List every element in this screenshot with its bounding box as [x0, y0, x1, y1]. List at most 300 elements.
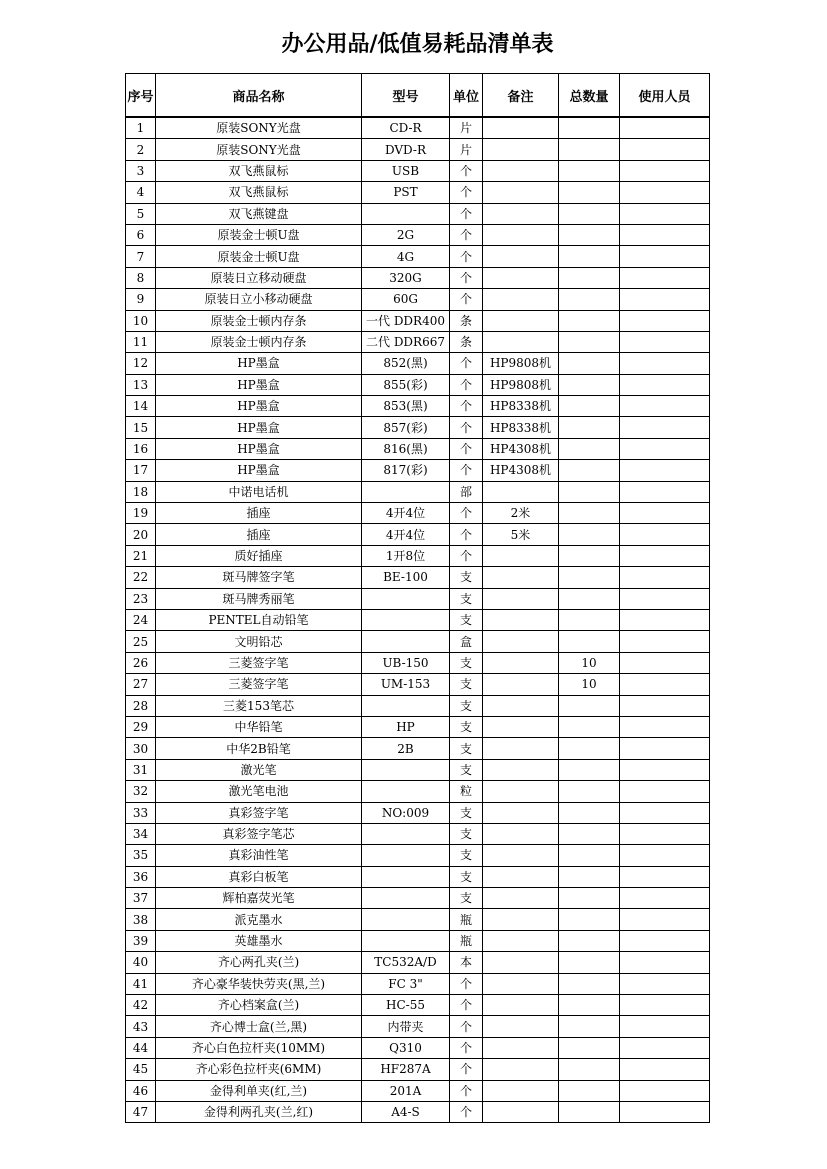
cell-model[interactable]: 817(彩) [362, 460, 450, 481]
cell-item-name[interactable]: 双飞燕鼠标 [156, 182, 362, 203]
cell-unit[interactable]: 支 [450, 888, 483, 909]
cell-item-name[interactable]: 原装金士顿内存条 [156, 331, 362, 352]
cell-user[interactable] [620, 738, 710, 759]
cell-model[interactable]: HC-55 [362, 995, 450, 1016]
cell-model[interactable] [362, 759, 450, 780]
cell-index[interactable]: 2 [126, 139, 156, 160]
cell-index[interactable]: 22 [126, 567, 156, 588]
cell-user[interactable] [620, 117, 710, 139]
cell-remark[interactable]: HP4308机 [483, 438, 559, 459]
cell-unit[interactable]: 片 [450, 139, 483, 160]
cell-unit[interactable]: 个 [450, 524, 483, 545]
cell-user[interactable] [620, 716, 710, 737]
cell-model[interactable] [362, 695, 450, 716]
cell-user[interactable] [620, 310, 710, 331]
cell-total-qty[interactable] [559, 438, 620, 459]
cell-index[interactable]: 47 [126, 1101, 156, 1122]
cell-user[interactable] [620, 139, 710, 160]
cell-index[interactable]: 20 [126, 524, 156, 545]
cell-unit[interactable]: 部 [450, 481, 483, 502]
cell-item-name[interactable]: PENTEL自动铅笔 [156, 609, 362, 630]
cell-model[interactable]: 2B [362, 738, 450, 759]
cell-user[interactable] [620, 545, 710, 566]
cell-total-qty[interactable] [559, 289, 620, 310]
cell-unit[interactable]: 支 [450, 845, 483, 866]
cell-model[interactable]: 4开4位 [362, 503, 450, 524]
cell-index[interactable]: 37 [126, 888, 156, 909]
cell-model[interactable]: Q310 [362, 1037, 450, 1058]
cell-unit[interactable]: 支 [450, 738, 483, 759]
cell-total-qty[interactable] [559, 631, 620, 652]
cell-index[interactable]: 4 [126, 182, 156, 203]
cell-unit[interactable]: 个 [450, 973, 483, 994]
cell-user[interactable] [620, 331, 710, 352]
cell-unit[interactable]: 个 [450, 438, 483, 459]
cell-item-name[interactable]: 真彩签字笔芯 [156, 823, 362, 844]
cell-item-name[interactable]: HP墨盒 [156, 417, 362, 438]
cell-index[interactable]: 44 [126, 1037, 156, 1058]
cell-item-name[interactable]: 文明铅芯 [156, 631, 362, 652]
cell-model[interactable]: 4G [362, 246, 450, 267]
cell-remark[interactable] [483, 952, 559, 973]
cell-item-name[interactable]: HP墨盒 [156, 353, 362, 374]
cell-total-qty[interactable] [559, 866, 620, 887]
cell-total-qty[interactable] [559, 909, 620, 930]
cell-unit[interactable]: 支 [450, 652, 483, 673]
cell-unit[interactable]: 粒 [450, 781, 483, 802]
cell-index[interactable]: 29 [126, 716, 156, 737]
cell-item-name[interactable]: 质好插座 [156, 545, 362, 566]
cell-unit[interactable]: 支 [450, 759, 483, 780]
cell-item-name[interactable]: 三菱签字笔 [156, 652, 362, 673]
cell-remark[interactable] [483, 1037, 559, 1058]
cell-index[interactable]: 45 [126, 1059, 156, 1080]
cell-user[interactable] [620, 973, 710, 994]
cell-index[interactable]: 15 [126, 417, 156, 438]
cell-user[interactable] [620, 1101, 710, 1122]
cell-user[interactable] [620, 866, 710, 887]
cell-remark[interactable] [483, 759, 559, 780]
cell-total-qty[interactable] [559, 353, 620, 374]
cell-model[interactable] [362, 845, 450, 866]
cell-item-name[interactable]: 三菱153笔芯 [156, 695, 362, 716]
cell-model[interactable]: 内带夹 [362, 1016, 450, 1037]
cell-index[interactable]: 42 [126, 995, 156, 1016]
cell-model[interactable]: NO:009 [362, 802, 450, 823]
cell-unit[interactable]: 支 [450, 802, 483, 823]
cell-item-name[interactable]: 双飞燕键盘 [156, 203, 362, 224]
cell-index[interactable]: 41 [126, 973, 156, 994]
cell-remark[interactable] [483, 802, 559, 823]
cell-model[interactable]: UB-150 [362, 652, 450, 673]
cell-item-name[interactable]: 原装金士顿U盘 [156, 246, 362, 267]
cell-index[interactable]: 11 [126, 331, 156, 352]
cell-index[interactable]: 39 [126, 930, 156, 951]
cell-user[interactable] [620, 995, 710, 1016]
cell-remark[interactable] [483, 224, 559, 245]
cell-total-qty[interactable] [559, 310, 620, 331]
cell-unit[interactable]: 个 [450, 545, 483, 566]
cell-unit[interactable]: 个 [450, 1059, 483, 1080]
cell-index[interactable]: 18 [126, 481, 156, 502]
cell-model[interactable]: 201A [362, 1080, 450, 1101]
cell-total-qty[interactable] [559, 802, 620, 823]
cell-remark[interactable] [483, 609, 559, 630]
cell-index[interactable]: 16 [126, 438, 156, 459]
cell-model[interactable] [362, 588, 450, 609]
cell-index[interactable]: 12 [126, 353, 156, 374]
cell-unit[interactable]: 个 [450, 396, 483, 417]
cell-item-name[interactable]: 中诺电话机 [156, 481, 362, 502]
cell-index[interactable]: 17 [126, 460, 156, 481]
cell-item-name[interactable]: 原装SONY光盘 [156, 139, 362, 160]
cell-user[interactable] [620, 695, 710, 716]
cell-total-qty[interactable] [559, 973, 620, 994]
cell-remark[interactable]: HP4308机 [483, 460, 559, 481]
cell-unit[interactable]: 盒 [450, 631, 483, 652]
cell-unit[interactable]: 支 [450, 823, 483, 844]
cell-item-name[interactable]: 英雄墨水 [156, 930, 362, 951]
cell-index[interactable]: 43 [126, 1016, 156, 1037]
cell-user[interactable] [620, 888, 710, 909]
cell-unit[interactable]: 个 [450, 182, 483, 203]
cell-unit[interactable]: 个 [450, 246, 483, 267]
cell-user[interactable] [620, 609, 710, 630]
cell-unit[interactable]: 支 [450, 866, 483, 887]
cell-total-qty[interactable] [559, 588, 620, 609]
cell-model[interactable]: 857(彩) [362, 417, 450, 438]
cell-remark[interactable] [483, 716, 559, 737]
cell-total-qty[interactable] [559, 609, 620, 630]
cell-total-qty[interactable] [559, 117, 620, 139]
cell-total-qty[interactable] [559, 823, 620, 844]
cell-user[interactable] [620, 267, 710, 288]
cell-index[interactable]: 24 [126, 609, 156, 630]
cell-index[interactable]: 36 [126, 866, 156, 887]
cell-total-qty[interactable] [559, 567, 620, 588]
cell-user[interactable] [620, 781, 710, 802]
cell-unit[interactable]: 个 [450, 160, 483, 181]
cell-model[interactable]: UM-153 [362, 674, 450, 695]
cell-user[interactable] [620, 952, 710, 973]
cell-total-qty[interactable] [559, 503, 620, 524]
cell-index[interactable]: 40 [126, 952, 156, 973]
cell-index[interactable]: 19 [126, 503, 156, 524]
cell-index[interactable]: 26 [126, 652, 156, 673]
cell-model[interactable] [362, 631, 450, 652]
cell-remark[interactable] [483, 331, 559, 352]
cell-user[interactable] [620, 1059, 710, 1080]
cell-user[interactable] [620, 438, 710, 459]
cell-user[interactable] [620, 203, 710, 224]
cell-user[interactable] [620, 481, 710, 502]
cell-remark[interactable]: HP8338机 [483, 417, 559, 438]
cell-item-name[interactable]: 齐心白色拉杆夹(10MM) [156, 1037, 362, 1058]
cell-user[interactable] [620, 246, 710, 267]
cell-index[interactable]: 6 [126, 224, 156, 245]
cell-index[interactable]: 3 [126, 160, 156, 181]
cell-total-qty[interactable] [559, 246, 620, 267]
cell-remark[interactable] [483, 631, 559, 652]
cell-unit[interactable]: 支 [450, 716, 483, 737]
cell-index[interactable]: 10 [126, 310, 156, 331]
cell-unit[interactable]: 个 [450, 267, 483, 288]
cell-unit[interactable]: 个 [450, 417, 483, 438]
cell-user[interactable] [620, 802, 710, 823]
cell-index[interactable]: 28 [126, 695, 156, 716]
cell-remark[interactable] [483, 567, 559, 588]
cell-index[interactable]: 34 [126, 823, 156, 844]
cell-unit[interactable]: 瓶 [450, 909, 483, 930]
cell-unit[interactable]: 个 [450, 1101, 483, 1122]
cell-unit[interactable]: 支 [450, 567, 483, 588]
cell-total-qty[interactable] [559, 545, 620, 566]
cell-total-qty[interactable] [559, 481, 620, 502]
cell-remark[interactable] [483, 267, 559, 288]
cell-user[interactable] [620, 160, 710, 181]
cell-model[interactable]: A4-S [362, 1101, 450, 1122]
cell-total-qty[interactable] [559, 460, 620, 481]
cell-index[interactable]: 27 [126, 674, 156, 695]
cell-remark[interactable] [483, 973, 559, 994]
cell-total-qty[interactable] [559, 331, 620, 352]
cell-unit[interactable]: 个 [450, 353, 483, 374]
cell-total-qty[interactable] [559, 524, 620, 545]
cell-model[interactable]: PST [362, 182, 450, 203]
cell-unit[interactable]: 支 [450, 588, 483, 609]
cell-user[interactable] [620, 224, 710, 245]
cell-total-qty[interactable] [559, 417, 620, 438]
cell-remark[interactable]: HP9808机 [483, 353, 559, 374]
cell-model[interactable]: HP [362, 716, 450, 737]
cell-unit[interactable]: 个 [450, 1037, 483, 1058]
cell-model[interactable] [362, 823, 450, 844]
cell-index[interactable]: 23 [126, 588, 156, 609]
cell-unit[interactable]: 个 [450, 1016, 483, 1037]
cell-total-qty[interactable] [559, 716, 620, 737]
cell-user[interactable] [620, 374, 710, 395]
cell-remark[interactable] [483, 930, 559, 951]
cell-item-name[interactable]: 辉柏嘉荧光笔 [156, 888, 362, 909]
cell-model[interactable]: 855(彩) [362, 374, 450, 395]
cell-model[interactable] [362, 203, 450, 224]
cell-model[interactable]: HF287A [362, 1059, 450, 1080]
cell-item-name[interactable]: 真彩白板笔 [156, 866, 362, 887]
cell-item-name[interactable]: 插座 [156, 524, 362, 545]
cell-unit[interactable]: 支 [450, 609, 483, 630]
cell-item-name[interactable]: 真彩油性笔 [156, 845, 362, 866]
cell-user[interactable] [620, 417, 710, 438]
cell-index[interactable]: 1 [126, 117, 156, 139]
cell-item-name[interactable]: 齐心彩色拉杆夹(6MM) [156, 1059, 362, 1080]
cell-item-name[interactable]: 激光笔 [156, 759, 362, 780]
cell-model[interactable] [362, 481, 450, 502]
cell-model[interactable]: 2G [362, 224, 450, 245]
cell-item-name[interactable]: 原装金士顿U盘 [156, 224, 362, 245]
cell-model[interactable]: BE-100 [362, 567, 450, 588]
cell-index[interactable]: 33 [126, 802, 156, 823]
cell-remark[interactable] [483, 674, 559, 695]
cell-item-name[interactable]: 原装SONY光盘 [156, 117, 362, 139]
cell-remark[interactable] [483, 588, 559, 609]
cell-unit[interactable]: 本 [450, 952, 483, 973]
cell-remark[interactable] [483, 1059, 559, 1080]
cell-remark[interactable] [483, 1016, 559, 1037]
cell-user[interactable] [620, 1080, 710, 1101]
cell-remark[interactable] [483, 695, 559, 716]
cell-total-qty[interactable] [559, 182, 620, 203]
cell-total-qty[interactable] [559, 738, 620, 759]
cell-unit[interactable]: 个 [450, 374, 483, 395]
cell-index[interactable]: 25 [126, 631, 156, 652]
cell-total-qty[interactable] [559, 781, 620, 802]
cell-remark[interactable] [483, 652, 559, 673]
cell-index[interactable]: 35 [126, 845, 156, 866]
cell-user[interactable] [620, 845, 710, 866]
cell-model[interactable] [362, 609, 450, 630]
cell-index[interactable]: 46 [126, 1080, 156, 1101]
cell-total-qty[interactable] [559, 1059, 620, 1080]
cell-model[interactable]: 320G [362, 267, 450, 288]
cell-remark[interactable]: 2米 [483, 503, 559, 524]
cell-index[interactable]: 38 [126, 909, 156, 930]
cell-index[interactable]: 31 [126, 759, 156, 780]
cell-user[interactable] [620, 652, 710, 673]
cell-index[interactable]: 32 [126, 781, 156, 802]
cell-model[interactable]: 852(黑) [362, 353, 450, 374]
cell-total-qty[interactable] [559, 203, 620, 224]
cell-item-name[interactable]: 中华铅笔 [156, 716, 362, 737]
cell-remark[interactable] [483, 738, 559, 759]
cell-item-name[interactable]: 中华2B铅笔 [156, 738, 362, 759]
cell-remark[interactable] [483, 823, 559, 844]
cell-user[interactable] [620, 759, 710, 780]
cell-remark[interactable] [483, 995, 559, 1016]
cell-total-qty[interactable] [559, 374, 620, 395]
cell-model[interactable] [362, 930, 450, 951]
cell-total-qty[interactable]: 10 [559, 652, 620, 673]
cell-item-name[interactable]: 斑马牌秀丽笔 [156, 588, 362, 609]
cell-remark[interactable] [483, 117, 559, 139]
cell-user[interactable] [620, 674, 710, 695]
cell-total-qty[interactable] [559, 1101, 620, 1122]
cell-item-name[interactable]: 齐心豪华装快劳夹(黑,兰) [156, 973, 362, 994]
cell-remark[interactable] [483, 1080, 559, 1101]
cell-model[interactable]: 853(黑) [362, 396, 450, 417]
cell-model[interactable]: 1开8位 [362, 545, 450, 566]
cell-item-name[interactable]: 金得利两孔夹(兰,红) [156, 1101, 362, 1122]
cell-remark[interactable] [483, 545, 559, 566]
cell-unit[interactable]: 个 [450, 460, 483, 481]
cell-remark[interactable] [483, 246, 559, 267]
cell-remark[interactable] [483, 845, 559, 866]
cell-model[interactable] [362, 909, 450, 930]
cell-remark[interactable] [483, 888, 559, 909]
cell-remark[interactable] [483, 1101, 559, 1122]
cell-total-qty[interactable]: 10 [559, 674, 620, 695]
cell-model[interactable] [362, 888, 450, 909]
cell-item-name[interactable]: 金得利单夹(红,兰) [156, 1080, 362, 1101]
cell-model[interactable] [362, 866, 450, 887]
cell-user[interactable] [620, 503, 710, 524]
cell-total-qty[interactable] [559, 1037, 620, 1058]
cell-remark[interactable]: HP8338机 [483, 396, 559, 417]
cell-unit[interactable]: 个 [450, 203, 483, 224]
cell-total-qty[interactable] [559, 759, 620, 780]
cell-remark[interactable] [483, 182, 559, 203]
cell-item-name[interactable]: 齐心博士盒(兰,黑) [156, 1016, 362, 1037]
cell-model[interactable]: 一代 DDR400 [362, 310, 450, 331]
cell-user[interactable] [620, 631, 710, 652]
cell-unit[interactable]: 瓶 [450, 930, 483, 951]
cell-unit[interactable]: 支 [450, 674, 483, 695]
cell-model[interactable]: USB [362, 160, 450, 181]
cell-remark[interactable]: HP9808机 [483, 374, 559, 395]
cell-unit[interactable]: 个 [450, 503, 483, 524]
cell-item-name[interactable]: 真彩签字笔 [156, 802, 362, 823]
cell-total-qty[interactable] [559, 1080, 620, 1101]
cell-user[interactable] [620, 567, 710, 588]
cell-model[interactable] [362, 781, 450, 802]
cell-remark[interactable] [483, 909, 559, 930]
cell-model[interactable]: 816(黑) [362, 438, 450, 459]
cell-model[interactable]: 4开4位 [362, 524, 450, 545]
cell-item-name[interactable]: 双飞燕鼠标 [156, 160, 362, 181]
cell-user[interactable] [620, 930, 710, 951]
cell-item-name[interactable]: 三菱签字笔 [156, 674, 362, 695]
cell-total-qty[interactable] [559, 952, 620, 973]
cell-remark[interactable] [483, 866, 559, 887]
cell-unit[interactable]: 支 [450, 695, 483, 716]
cell-item-name[interactable]: HP墨盒 [156, 438, 362, 459]
cell-total-qty[interactable] [559, 139, 620, 160]
cell-unit[interactable]: 个 [450, 224, 483, 245]
cell-remark[interactable] [483, 139, 559, 160]
cell-index[interactable]: 13 [126, 374, 156, 395]
cell-remark[interactable] [483, 481, 559, 502]
cell-index[interactable]: 9 [126, 289, 156, 310]
cell-total-qty[interactable] [559, 267, 620, 288]
cell-item-name[interactable]: 插座 [156, 503, 362, 524]
cell-item-name[interactable]: 齐心两孔夹(兰) [156, 952, 362, 973]
cell-remark[interactable] [483, 310, 559, 331]
cell-item-name[interactable]: HP墨盒 [156, 374, 362, 395]
cell-total-qty[interactable] [559, 845, 620, 866]
cell-item-name[interactable]: 原装日立小移动硬盘 [156, 289, 362, 310]
cell-user[interactable] [620, 524, 710, 545]
cell-index[interactable]: 21 [126, 545, 156, 566]
cell-user[interactable] [620, 182, 710, 203]
cell-index[interactable]: 7 [126, 246, 156, 267]
cell-total-qty[interactable] [559, 160, 620, 181]
cell-model[interactable]: FC 3" [362, 973, 450, 994]
cell-index[interactable]: 5 [126, 203, 156, 224]
cell-unit[interactable]: 个 [450, 289, 483, 310]
cell-remark[interactable] [483, 289, 559, 310]
cell-total-qty[interactable] [559, 995, 620, 1016]
cell-total-qty[interactable] [559, 396, 620, 417]
cell-remark[interactable] [483, 203, 559, 224]
cell-user[interactable] [620, 588, 710, 609]
cell-item-name[interactable]: 原装金士顿内存条 [156, 310, 362, 331]
cell-total-qty[interactable] [559, 930, 620, 951]
cell-model[interactable]: 二代 DDR667 [362, 331, 450, 352]
cell-item-name[interactable]: 齐心档案盒(兰) [156, 995, 362, 1016]
cell-user[interactable] [620, 823, 710, 844]
cell-total-qty[interactable] [559, 1016, 620, 1037]
cell-remark[interactable]: 5米 [483, 524, 559, 545]
cell-index[interactable]: 14 [126, 396, 156, 417]
